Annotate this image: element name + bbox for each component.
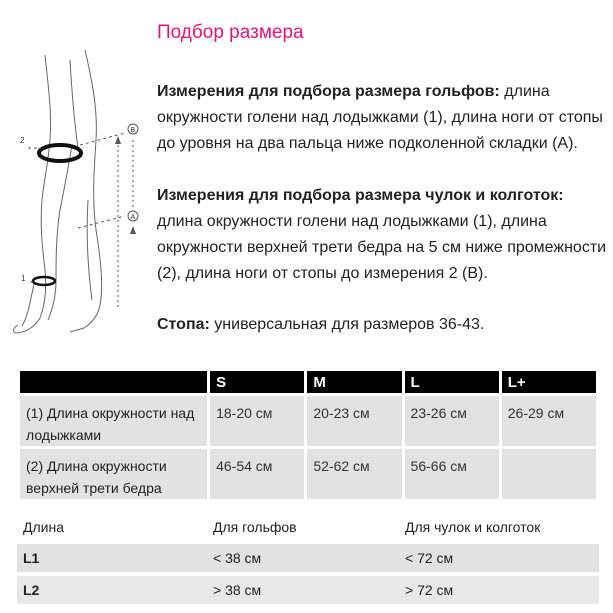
size-header-blank [20,371,207,393]
length-knee: < 38 см [207,542,399,574]
length-table-header [17,514,599,542]
length-stock: < 72 см [399,542,599,574]
knee-measurement-text [157,79,607,157]
table-row [20,446,596,499]
size-header-lplus: L+ [502,371,596,393]
size-cell: 56-66 см [405,446,499,499]
length-header-stock: Для чулок и колготок [399,514,599,542]
size-table-header [20,371,596,393]
legs-illustration [0,40,150,340]
point-1-label: 1 [21,274,26,283]
length-name: L1 [17,542,207,574]
length-name: L2 [17,574,207,604]
marker-b-label: B [130,127,136,134]
foot-body: универсальная для размеров 36-43. [209,316,485,333]
page-title: Подбор размера [157,22,304,43]
row-label: (2) Длина окружности верхней трети бедра [20,446,207,499]
knee-measurement-body: длина окружности голени над лодыжками (1), длина ноги от стопы до уровня на два пальца ниже подколенной складки (А). [157,83,603,152]
table-row [20,393,596,446]
marker-a-label: A [130,214,136,221]
stockings-measurement-body: длина окружности голени над лодыжками (1), длина окружности верхней трети бедра на 5 см ниже промежности (2), длина ноги от стопы до измерения 2 (В). [157,213,607,282]
size-cell: 52-62 см [307,446,401,499]
point-2-label: 2 [20,136,25,145]
stockings-measurement-text [157,183,607,287]
length-header-knee: Для гольфов [207,514,399,542]
ankle-ring [33,277,55,285]
size-cell: 26-29 см [502,393,596,446]
size-table [17,371,599,499]
stockings-measurement-heading: Измерения для подбора размера чулок и колготок: [157,187,564,204]
back-leg-outline [70,50,102,332]
length-header-name: Длина [17,514,207,542]
size-cell: 18-20 см [210,393,304,446]
size-cell: 20-23 см [307,393,401,446]
size-cell: 23-26 см [405,393,499,446]
foot-heading: Стопа: [157,316,210,333]
knee-measurement-heading: Измерения для подбора размера гольфов: [157,83,500,100]
foot-text [157,312,607,338]
table-row [17,574,599,604]
table-row [17,542,599,574]
size-cell [502,446,596,499]
length-table [17,514,599,604]
size-header-s: S [210,371,304,393]
thigh-ring [39,145,81,161]
size-cell: 46-54 см [210,446,304,499]
size-header-m: M [307,371,401,393]
length-knee: > 38 см [207,574,399,604]
length-stock: > 72 см [399,574,599,604]
row-label: (1) Длина окружности над лодыжками [20,393,207,446]
size-header-l: L [405,371,499,393]
